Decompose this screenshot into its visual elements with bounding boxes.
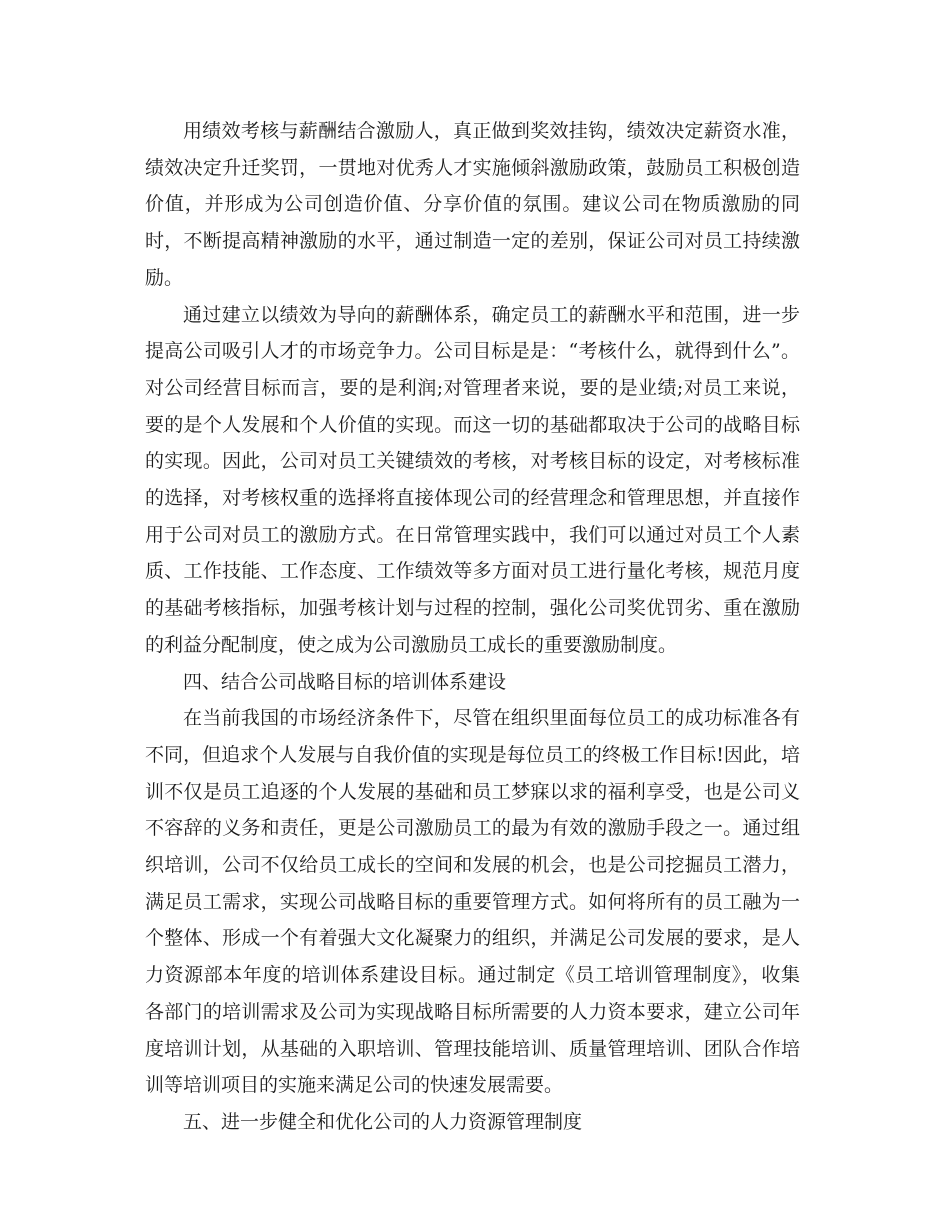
paragraph-salary-system: 通过建立以绩效为导向的薪酬体系，确定员工的薪酬水平和范围，进一步提高公司吸引人才的市场竞争力。公司目标是是：“考核什么，就得到什么”。对公司经营目标而言，要的是利润;对管理者来说，要的是业绩;对员工来说，要的是个人发展和个人价值的实现。而这一切的基础都取决于公司的战略目标的实现。因此，公司对员工关键绩效的考核，对考核目标的设定，对考核标准的选择，对考核权重的选择将直接体现公司的经营理念和管理思想，并直接作用于公司对员工的激励方式。在日常管理实践中，我们可以通过对员工个人素质、工作技能、工作态度、工作绩效等多方面对员工进行量化考核，规范月度的基础考核指标，加强考核计划与过程的控制，强化公司奖优罚劣、重在激励的利益分配制度，使之成为公司激励员工成长的重要激励制度。 — [145, 303, 800, 656]
document-body — [145, 113, 800, 1141]
paragraph-performance-incentive: 用绩效考核与薪酬结合激励人，真正做到奖效挂钩，绩效决定薪资水准，绩效决定升迁奖罚，一贯地对优秀人才实施倾斜激励政策，鼓励员工积极创造价值，并形成为公司创造价值、分享价值的氛围。建议公司在物质激励的同时，不断提高精神激励的水平，通过制造一定的差别，保证公司对员工持续激励。 — [145, 120, 800, 289]
section-heading-hr-policy: 五、进一步健全和优化公司的人力资源管理制度 — [183, 1110, 583, 1133]
section-heading-training: 四、结合公司战略目标的培训体系建设 — [183, 670, 507, 693]
paragraph-training-system: 在当前我国的市场经济条件下，尽管在组织里面每位员工的成功标准各有不同，但追求个人发展与自我价值的实现是每位员工的终极工作目标!因此，培训不仅是员工追逐的个人发展的基础和员工梦寐以求的福利享受，也是公司义不容辞的义务和责任，更是公司激励员工的最为有效的激励手段之一。通过组织培训，公司不仅给员工成长的空间和发展的机会，也是公司挖掘员工潜力，满足员工需求，实现公司战略目标的重要管理方式。如何将所有的员工融为一个整体、形成一个有着强大文化凝聚力的组织，并满足公司发展的要求，是人力资源部本年度的培训体系建设目标。通过制定《员工培训管理制度》，收集各部门的培训需求及公司为实现战略目标所需要的人力资本要求，建立公司年度培训计划，从基础的入职培训、管理技能培训、质量管理培训、团队合作培训等培训项目的实施来满足公司的快速发展需要。 — [145, 707, 800, 1097]
